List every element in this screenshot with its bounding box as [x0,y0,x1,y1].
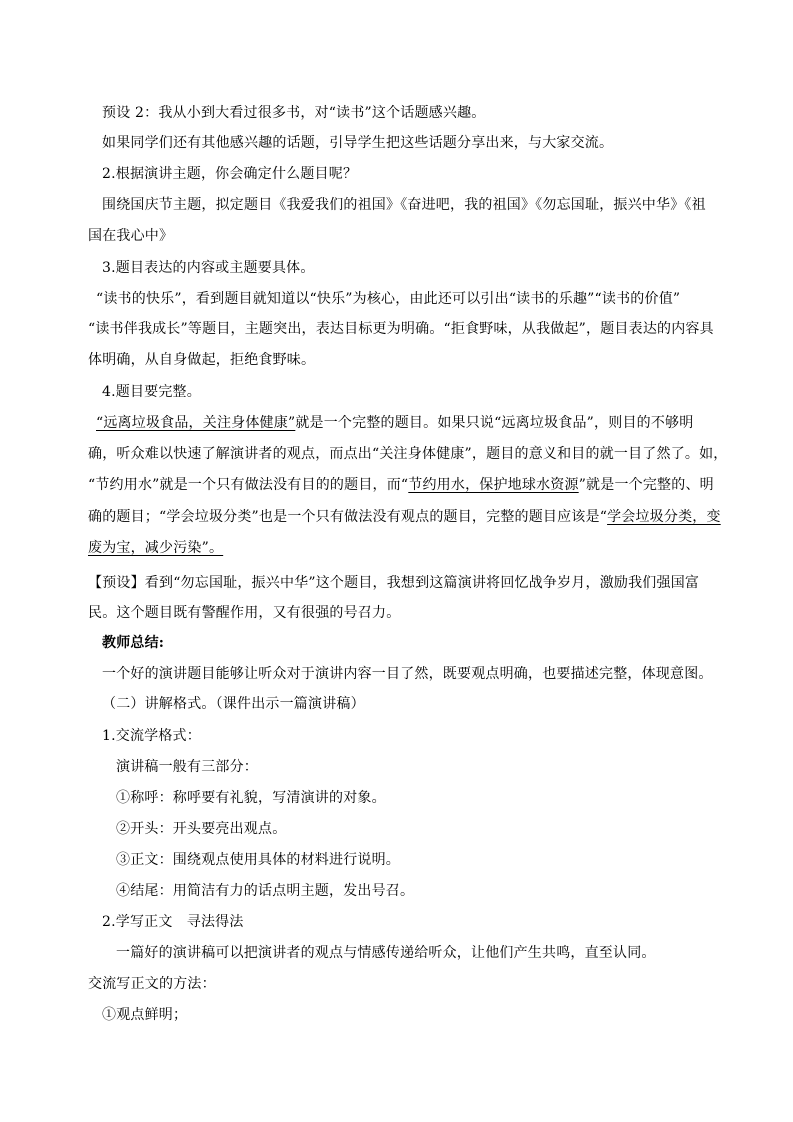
format-intro: 演讲稿一般有三部分： [116,759,258,775]
paragraph-reading-3: 体明确，从自身做起，拒绝食野味。 [88,352,316,368]
preset-national-2: 民。这个题目既有警醒作用，又有很强的号召力。 [88,605,401,621]
preset-national-1: 【预设】看到“勿忘国耻，振兴中华”这个题目，我想到这篇演讲将回忆战争岁月，激励我们强国富 [88,575,700,591]
format-item-2: ②开头：开头要亮出观点。 [116,821,287,837]
underlined-sorting-example-2: 废为宝，减少污染”。 [88,540,224,556]
heading-3: 3.题目表达的内容或主题要具体。 [102,260,315,276]
write-body-text: 一篇好的演讲稿可以把演讲者的观点与情感传递给听众，让他们产生共鸣，直至认同。 [116,945,656,961]
paragraph-complete-4: 确的题目；“学会垃圾分类”也是一个只有做法没有观点的题目，完整的题目应该是“学会垃圾分类，变 [88,509,721,525]
method-item-1: ①观点鲜明； [102,1007,188,1023]
format-item-1: ①称呼：称呼要有礼貌，写清演讲的对象。 [116,790,386,806]
paragraph-complete-3: “节约用水”就是一个只有做法没有目的的题目，而“节约用水，保护地球水资源”就是一个完整的、明 [88,477,714,493]
section-format-heading: （二）讲解格式。（课件出示一篇演讲稿） [102,696,365,712]
heading-2: 2.根据演讲主题，你会确定什么题目呢？ [102,166,358,182]
teacher-summary-text: 一个好的演讲题目能够让听众对于演讲内容一目了然，既要观点明确，也要描述完整，体现意图。 [102,666,713,682]
format-item-3: ③正文：围绕观点使用具体的材料进行说明。 [116,852,400,868]
write-body-heading: 2.学写正文 寻法得法 [102,914,244,930]
paragraph-complete-1: “远离垃圾食品，关注身体健康”就是一个完整的题目。如果只说“远离垃圾食品”，则目的不够明 [96,415,694,431]
underlined-title-example: “远离垃圾食品，关注身体健康” [96,415,296,431]
format-item-4: ④结尾：用简洁有力的话点明主题，发出号召。 [116,883,415,899]
underlined-sorting-example-1: 学会垃圾分类，变 [607,509,721,525]
paragraph-reading-2: “读书伴我成长”等题目，主题突出，表达目标更为明确。“拒食野味，从我做起”，题目表达的内容具 [88,321,714,337]
paragraph-share-topics: 如果同学们还有其他感兴趣的话题，引导学生把这些话题分享出来，与大家交流。 [102,135,614,151]
paragraph-national-day-1: 围绕国庆节主题，拟定题目《我爱我们的祖国》《奋进吧，我的祖国》《勿忘国耻，振兴中华》《祖 [102,197,706,213]
underlined-water-example: 节约用水，保护地球水资源 [408,477,579,493]
paragraph-complete-2: 确，听众难以快速了解演讲者的观点，而点出“关注身体健康”，题目的意义和目的就一目了然了。如， [88,446,728,462]
preset-2: 预设 2：我从小到大看过很多书，对“读书”这个话题感兴趣。 [102,105,486,121]
paragraph-national-day-2: 国在我心中》 [88,228,174,244]
paragraph-reading-1: “读书的快乐”，看到题目就知道以“快乐”为核心，由此还可以引出“读书的乐趣”“读书的价值” [96,291,681,307]
format-subheading: 1.交流学格式： [102,728,201,744]
method-heading: 交流写正文的方法： [88,976,216,992]
teacher-summary-heading: 教师总结: [102,635,165,651]
heading-4: 4.题目要完整。 [102,384,201,400]
paragraph-complete-5 [88,539,223,557]
